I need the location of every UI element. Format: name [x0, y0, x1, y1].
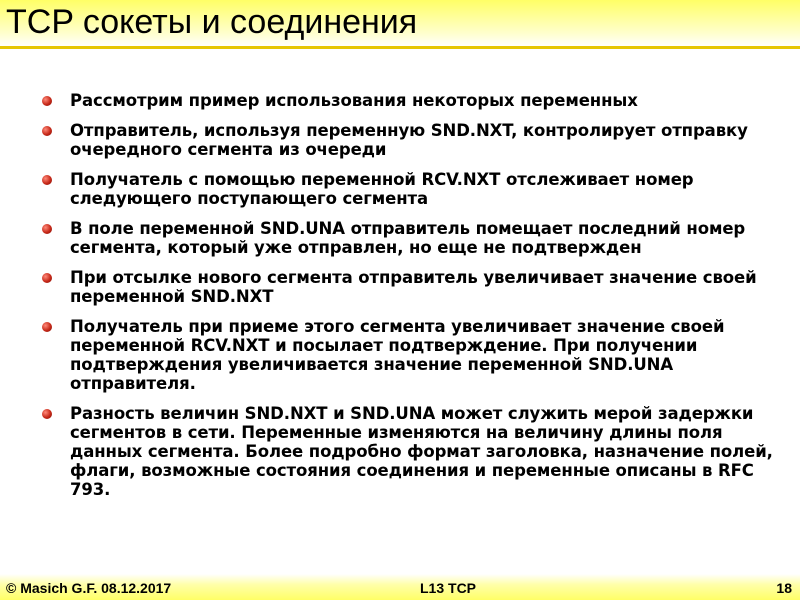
bullet-item	[42, 170, 777, 208]
bullet-text: При отсылке нового сегмента отправитель увеличивает значение своей переменной SND.NXT	[70, 268, 757, 306]
red-sphere-bullet-icon	[42, 175, 52, 185]
bullet-item	[42, 268, 777, 306]
bullet-item	[42, 317, 777, 393]
footer-lecture: L13 TCP	[420, 580, 477, 596]
bullet-item	[42, 121, 777, 159]
bullet-text: Отправитель, используя переменную SND.NXT, контролирует отправку очередного сегмента из очереди	[70, 121, 748, 159]
slide-title: TCP сокеты и соединения	[6, 3, 418, 41]
red-sphere-bullet-icon	[42, 126, 52, 136]
bullet-text: Рассмотрим пример использования некоторых переменных	[70, 91, 638, 110]
bullet-list	[42, 91, 777, 510]
red-sphere-bullet-icon	[42, 322, 52, 332]
red-sphere-bullet-icon	[42, 224, 52, 234]
bullet-text: Получатель при приеме этого сегмента увеличивает значение своей переменной RCV.NXT и посылает подтверждение. При получении подтверждения увеличивается значение переменной SND.UNA отправителя.	[70, 317, 725, 393]
title-underline	[0, 46, 800, 49]
bullet-text: В поле переменной SND.UNA отправитель помещает последний номер сегмента, который уже отправлен, но еще не подтвержден	[70, 219, 746, 257]
bullet-text: Разность величин SND.NXT и SND.UNA может служить мерой задержки сегментов в сети. Переменные изменяются на величину длины поля данных сегмента. Более подробно формат заголовка, назначение полей, флаги, возможные состояния соединения и переменные описаны в RFC 793.	[70, 404, 773, 499]
red-sphere-bullet-icon	[42, 96, 52, 106]
bullet-text: Получатель с помощью переменной RCV.NXT отслеживает номер следующего поступающего сегмента	[70, 170, 694, 208]
footer-page-number: 18	[776, 580, 792, 596]
bullet-item	[42, 404, 777, 499]
red-sphere-bullet-icon	[42, 273, 52, 283]
footer-author: © Masich G.F. 08.12.2017	[6, 580, 172, 596]
red-sphere-bullet-icon	[42, 409, 52, 419]
bullet-item	[42, 219, 777, 257]
bullet-item	[42, 91, 777, 110]
